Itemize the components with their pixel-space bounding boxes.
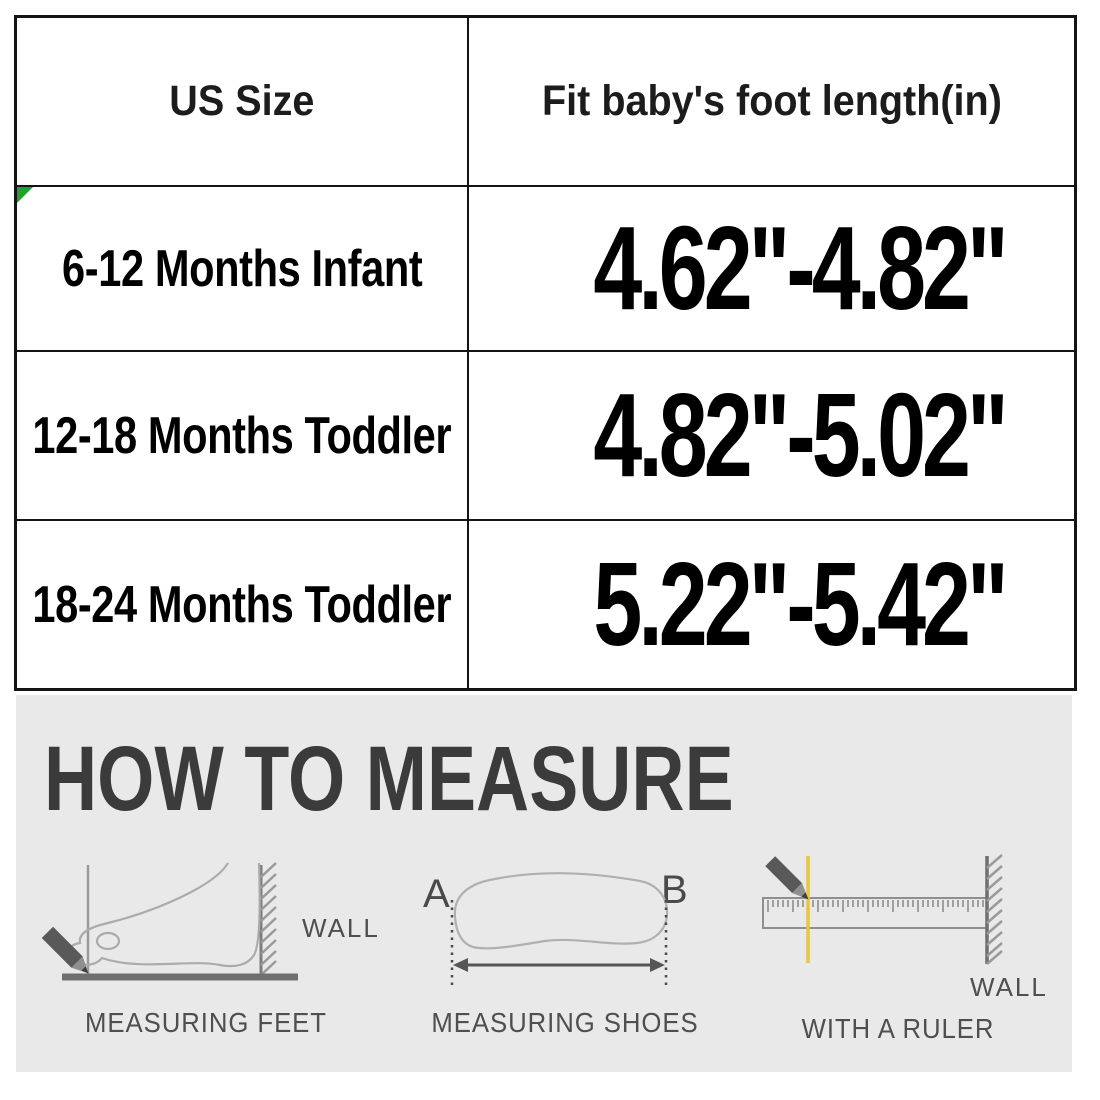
column-header-us-size <box>17 18 469 187</box>
size-label: 18-24 Months Toddler <box>32 575 452 634</box>
size-label: 12-18 Months Toddler <box>32 406 452 465</box>
wall-hatch-icon <box>987 855 1002 964</box>
measuring-feet-illustration <box>30 855 390 990</box>
point-b-label: B <box>661 868 688 912</box>
size-chart-table <box>14 15 1077 691</box>
table-row-3-size-cell <box>17 521 469 688</box>
wall-label: WALL <box>970 972 1048 1002</box>
ruler-ticks <box>768 900 983 912</box>
wall-label: WALL <box>302 913 380 943</box>
green-corner-marker-icon <box>17 187 33 203</box>
how-to-measure-title: HOW TO MEASURE <box>44 728 734 830</box>
table-row-2-length-cell <box>469 352 1074 521</box>
foot-outline <box>68 863 259 966</box>
length-value: 4.62"-4.82" <box>593 202 1005 335</box>
table-row-1-length-cell <box>469 187 1074 352</box>
length-arrow-icon <box>453 958 665 972</box>
size-label: 6-12 Months Infant <box>61 239 423 298</box>
table-row-1-size-cell <box>17 187 469 352</box>
point-a-label: A <box>423 872 450 916</box>
wall-hatch-icon <box>261 863 276 975</box>
with-a-ruler-illustration <box>748 848 1048 1003</box>
us-size-header-label: US Size <box>169 77 315 125</box>
column-header-foot-length <box>469 18 1074 187</box>
foot-length-header-label: Fit baby's foot length(in) <box>541 77 1002 125</box>
pencil-icon <box>42 927 94 979</box>
shoe-sole-outline <box>455 873 667 948</box>
measuring-shoes-caption: MEASURING SHOES <box>431 1007 699 1038</box>
measuring-shoes-illustration <box>415 855 715 995</box>
how-to-measure-panel <box>16 695 1072 1072</box>
measuring-feet-caption: MEASURING FEET <box>85 1007 327 1038</box>
table-row-2-size-cell <box>17 352 469 521</box>
table-row-3-length-cell <box>469 521 1074 688</box>
length-value: 4.82"-5.02" <box>593 369 1005 502</box>
length-value: 5.22"-5.42" <box>593 538 1005 671</box>
with-a-ruler-caption: WITH A RULER <box>801 1013 995 1044</box>
